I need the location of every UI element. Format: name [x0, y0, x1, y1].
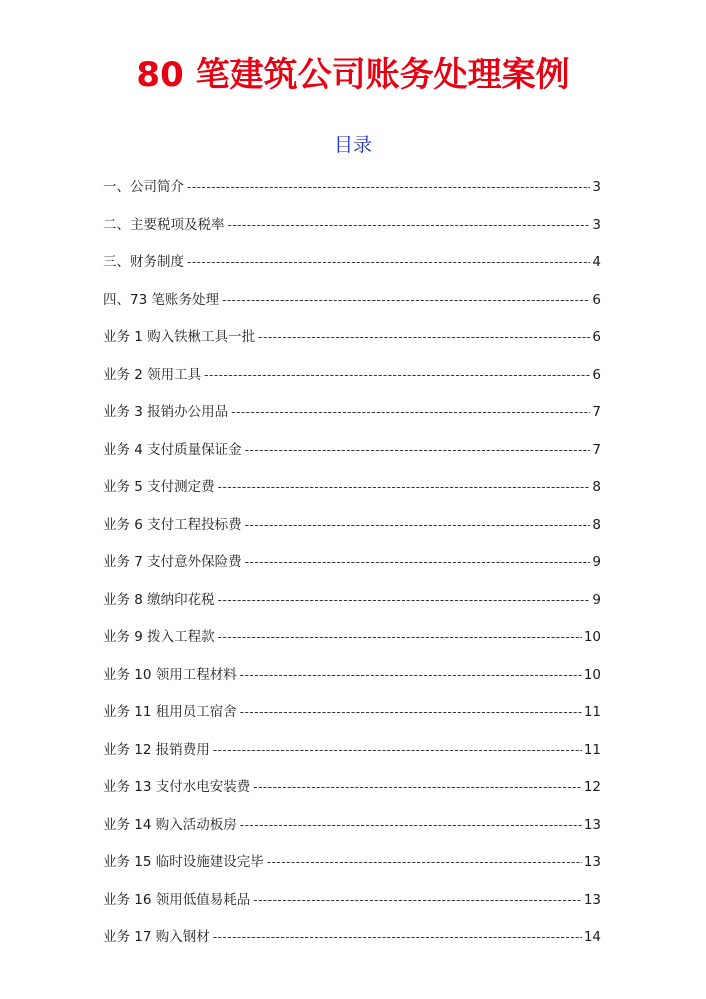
toc-leader-dots [218, 625, 582, 649]
toc-leader-dots [253, 888, 582, 912]
toc-entry-page: 3 [592, 179, 601, 195]
toc-entry[interactable] [103, 400, 601, 438]
toc-leader-dots [245, 550, 591, 574]
toc-entry-label: 业务 16 领用低值易耗品 [103, 891, 251, 908]
toc-leader-dots [187, 175, 590, 199]
toc-entry[interactable] [103, 550, 601, 588]
toc-entry-page: 13 [583, 854, 601, 870]
toc-leader-dots [245, 513, 591, 537]
toc-entry-label: 业务 12 报销费用 [103, 741, 210, 758]
toc-entry-label: 三、财务制度 [103, 254, 184, 270]
toc-entry-page: 13 [583, 816, 601, 833]
toc-entry-label: 业务 2 领用工具 [103, 366, 202, 383]
toc-entry[interactable] [103, 775, 601, 813]
toc-entry[interactable] [103, 625, 601, 663]
toc-entry-page: 7 [592, 441, 601, 458]
toc-entry-label: 业务 8 缴纳印花税 [103, 591, 215, 608]
toc-leader-dots [228, 213, 591, 237]
toc-entry-label: 业务 1 购入铁楸工具一批 [103, 329, 256, 345]
toc-entry[interactable] [103, 363, 601, 401]
toc-leader-dots [240, 813, 582, 837]
toc-entry[interactable] [103, 513, 601, 551]
toc-entry[interactable] [103, 475, 601, 513]
toc-entry-page: 10 [583, 666, 601, 683]
table-of-contents [103, 175, 601, 963]
toc-leader-dots [218, 588, 591, 612]
toc-entry-label: 业务 10 领用工程材料 [103, 666, 237, 683]
toc-entry[interactable] [103, 663, 601, 701]
toc-entry[interactable] [103, 700, 601, 738]
toc-entry-page: 9 [592, 554, 601, 570]
toc-entry-label: 业务 4 支付质量保证金 [103, 441, 242, 458]
toc-entry-page: 8 [592, 516, 601, 533]
toc-entry-page: 6 [592, 366, 601, 383]
toc-entry-label: 业务 11 租用员工宿舍 [103, 704, 237, 720]
toc-entry-label: 业务 9 拨入工程款 [103, 629, 215, 645]
toc-entry[interactable] [103, 888, 601, 926]
toc-entry-page: 8 [592, 479, 601, 495]
toc-leader-dots [253, 775, 582, 799]
toc-entry-page: 6 [592, 291, 601, 308]
toc-entry-page: 9 [592, 591, 601, 608]
toc-entry-page: 11 [583, 704, 601, 720]
document-title: 80 笔建筑公司账务处理案例 [136, 55, 570, 95]
toc-entry[interactable] [103, 925, 601, 963]
toc-leader-dots [240, 700, 582, 724]
toc-entry-page: 4 [592, 254, 601, 270]
toc-entry-label: 业务 5 支付测定费 [103, 479, 215, 495]
toc-entry-page: 6 [592, 329, 601, 345]
toc-entry[interactable] [103, 850, 601, 888]
toc-entry[interactable] [103, 588, 601, 626]
toc-leader-dots [258, 325, 590, 349]
toc-leader-dots [267, 850, 582, 874]
toc-entry-page: 14 [583, 929, 601, 945]
toc-entry-page: 12 [583, 779, 601, 795]
toc-leader-dots [204, 363, 590, 387]
toc-entry[interactable] [103, 438, 601, 476]
toc-entry[interactable] [103, 213, 601, 251]
toc-entry-page: 13 [583, 891, 601, 908]
toc-leader-dots [240, 663, 582, 687]
toc-entry[interactable] [103, 175, 601, 213]
toc-entry-page: 7 [592, 404, 601, 420]
toc-entry[interactable] [103, 325, 601, 363]
toc-leader-dots [245, 438, 591, 462]
toc-entry-label: 业务 14 购入活动板房 [103, 816, 237, 833]
toc-entry-page: 10 [583, 629, 601, 645]
toc-entry-label: 业务 3 报销办公用品 [103, 404, 229, 420]
toc-entry-label: 业务 13 支付水电安装费 [103, 779, 251, 795]
toc-leader-dots [213, 738, 582, 762]
toc-entry-page: 11 [583, 741, 601, 758]
toc-entry-page: 3 [592, 216, 601, 233]
toc-entry-label: 业务 7 支付意外保险费 [103, 554, 242, 570]
toc-entry[interactable] [103, 250, 601, 288]
toc-entry-label: 一、公司简介 [103, 179, 184, 195]
toc-entry-label: 业务 17 购入钢材 [103, 929, 210, 945]
toc-leader-dots [187, 250, 590, 274]
toc-leader-dots [213, 925, 582, 949]
toc-entry-label: 业务 6 支付工程投标费 [103, 516, 242, 533]
toc-heading: 目录 [333, 134, 372, 156]
toc-entry-label: 四、73 笔账务处理 [103, 291, 219, 308]
toc-entry[interactable] [103, 738, 601, 776]
toc-entry-label: 二、主要税项及税率 [103, 216, 225, 233]
toc-entry[interactable] [103, 288, 601, 326]
toc-entry[interactable] [103, 813, 601, 851]
toc-leader-dots [231, 400, 590, 424]
toc-entry-label: 业务 15 临时设施建设完毕 [103, 854, 264, 870]
toc-leader-dots [222, 288, 590, 312]
toc-leader-dots [218, 475, 591, 499]
